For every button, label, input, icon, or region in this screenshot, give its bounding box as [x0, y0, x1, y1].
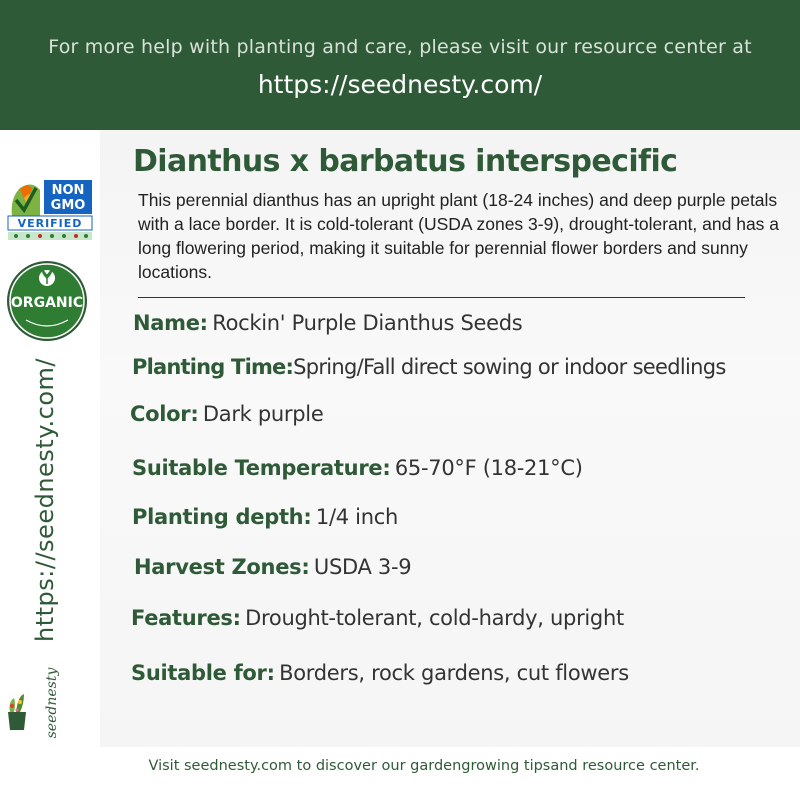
divider: [138, 297, 745, 298]
non-gmo-line2: GMO: [50, 198, 86, 213]
spec-color: [130, 402, 323, 426]
top-banner: [0, 0, 800, 130]
spec-value: Dark purple: [202, 402, 324, 426]
spec-value: Borders, rock gardens, cut flowers: [279, 661, 629, 685]
spec-label: Harvest Zones:: [134, 555, 310, 579]
spec-name: [133, 311, 522, 335]
spec-value: 65-70°F (18-21°C): [394, 456, 583, 480]
spec-suitable-temperature: [132, 456, 583, 480]
spec-suitable-for: [131, 661, 629, 685]
non-gmo-line1: NON: [51, 183, 85, 198]
spec-value: 1/4 inch: [315, 505, 398, 529]
non-gmo-verified: VERIFIED: [17, 217, 83, 230]
banner-help-text: For more help with planting and care, please visit our resource center at: [48, 36, 752, 58]
spec-harvest-zones: [134, 555, 411, 579]
non-gmo-verified-badge: [6, 176, 94, 242]
spec-label: Planting depth:: [132, 505, 312, 529]
organic-label: ORGANIC: [10, 295, 84, 311]
spec-value: USDA 3-9: [313, 555, 412, 579]
seednesty-logo-icon: [6, 690, 28, 732]
spec-planting-depth: [132, 505, 398, 529]
footer-text: Visit seednesty.com to discover our gardengrowing tipsand resource center.: [148, 758, 700, 774]
spec-label: Color:: [130, 402, 199, 426]
product-description: This perennial dianthus has an upright plant (18-24 inches) and deep purple petals with a lace border. It is cold-tolerant (USDA zones 3-9), drought-tolerant, and has a long flowering period, making it suitable for perennial flower borders and sunny locations.: [138, 190, 780, 282]
spec-features: [131, 606, 624, 630]
organic-badge: [6, 260, 88, 342]
spec-label: Suitable for:: [131, 661, 275, 685]
spec-value: Drought-tolerant, cold-hardy, upright: [245, 606, 624, 630]
spec-value: Spring/Fall direct sowing or indoor seedlings: [293, 355, 726, 379]
product-title: Dianthus x barbatus interspecific: [133, 144, 678, 179]
spec-label: Suitable Temperature:: [132, 456, 391, 480]
spec-label: Features:: [131, 606, 241, 630]
vertical-url-text: https://seednesty.com/: [31, 358, 59, 642]
spec-label: Planting Time:: [132, 355, 294, 379]
logo-wordmark: seednesty: [44, 667, 60, 739]
banner-url-link[interactable]: https://seednesty.com/: [257, 70, 543, 99]
spec-value: Rockin' Purple Dianthus Seeds: [212, 311, 523, 335]
spec-planting-time: [132, 355, 726, 379]
spec-label: Name:: [133, 311, 208, 335]
